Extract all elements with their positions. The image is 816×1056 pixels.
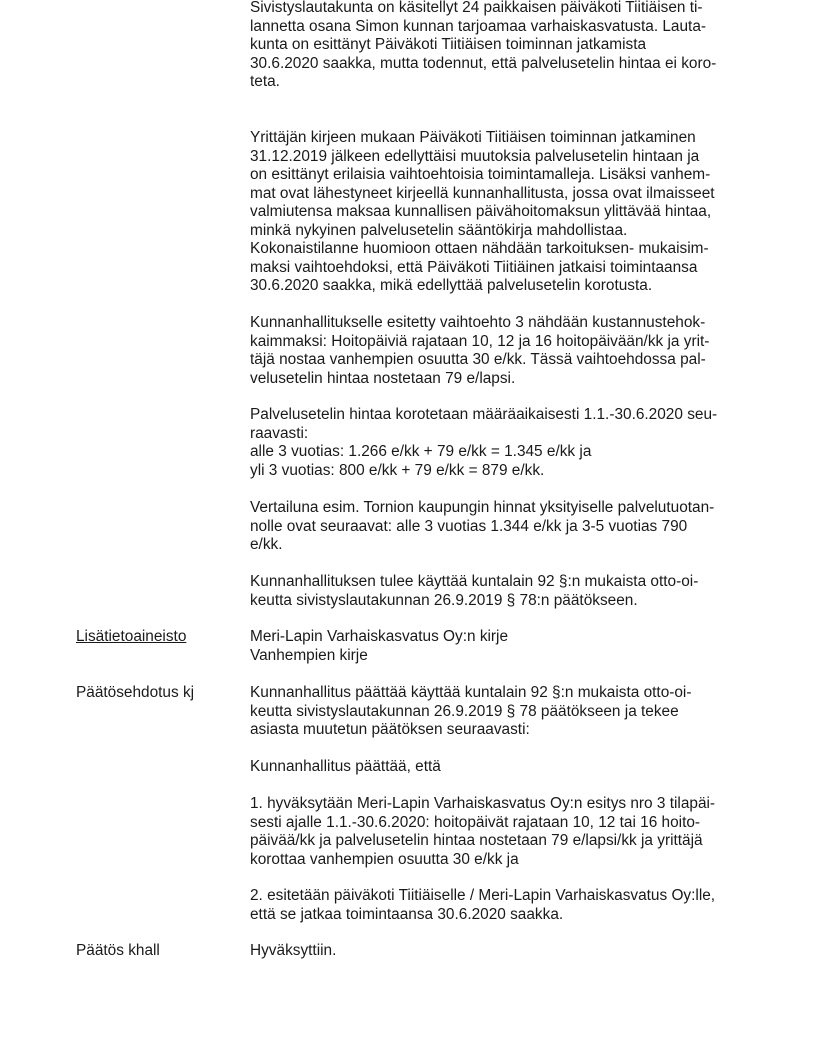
- text-line: täjä nostaa vanhempien osuutta 30 e/kk. Tässä vaihtoehdossa pal-: [250, 351, 706, 369]
- text-line: Sivistyslautakunta on käsitellyt 24 paikkaisen päiväkoti Tiitiäisen ti-: [250, 0, 703, 16]
- text-line: maksi vaihtoehdoksi, että Päiväkoti Tiitiäinen jatkaisi toimintaansa: [250, 258, 698, 276]
- section-label-paatos-khall: Päätös khall: [76, 942, 160, 959]
- text-line: teta.: [250, 73, 280, 91]
- text-line: Kunnanhallitus päättää, että: [250, 758, 441, 775]
- text-line: keutta sivistyslautakunnan 26.9.2019 § 78:n päätökseen.: [250, 591, 638, 609]
- text-line: nolle ovat seuraavat: alle 3 vuotias 1.344 e/kk ja 3-5 vuotias 790: [250, 517, 688, 535]
- text-line: 30.6.2020 saakka, mikä edellyttää palvelusetelin korotusta.: [250, 277, 653, 295]
- text-line: Kunnanhallitus päättää käyttää kuntalain 92 §:n mukaista otto-oi-: [250, 684, 692, 701]
- paragraph-body: [250, 0, 750, 92]
- text-line: Yrittäjän kirjeen mukaan Päiväkoti Tiitiäisen toiminnan jatkaminen: [250, 129, 696, 146]
- text-line: 2. esitetään päiväkoti Tiitiäiselle / Meri-Lapin Varhaiskasvatus Oy:lle,: [250, 887, 716, 904]
- paragraph-body: [250, 942, 750, 961]
- text-line: lannetta osana Simon kunnan tarjoamaa varhaiskasvatusta. Lauta-: [250, 17, 707, 35]
- text-line: Palvelusetelin hintaa korotetaan määräaikaisesti 1.1.-30.6.2020 seu-: [250, 406, 718, 423]
- paragraph-body: [250, 314, 750, 388]
- text-line: alle 3 vuotias: 1.266 e/kk + 79 e/kk = 1.345 e/kk ja: [250, 443, 592, 461]
- text-line: asiasta muutetun päätöksen seuraavasti:: [250, 721, 530, 739]
- text-line: kunta on esittänyt Päiväkoti Tiitiäisen toiminnan jatkamista: [250, 36, 647, 54]
- paragraph-body: [250, 240, 750, 296]
- text-line: 1. hyväksytään Meri-Lapin Varhaiskasvatus Oy:n esitys nro 3 tilapäi-: [250, 795, 716, 812]
- paragraph-body: [250, 628, 750, 665]
- paragraph-body: [250, 129, 750, 241]
- section-label-lisatietoaineisto: Lisätietoaineisto: [76, 628, 187, 645]
- text-line: Vertailuna esim. Tornion kaupungin hinnat yksityiselle palvelutuotan-: [250, 499, 715, 516]
- text-line: Kunnanhallituksen tulee käyttää kuntalain 92 §:n mukaista otto-oi-: [250, 573, 699, 590]
- text-line: on esittänyt erilaisia vaihtoehtoisia toimintamalleja. Lisäksi vanhem-: [250, 166, 711, 184]
- paragraph-body: [250, 887, 750, 924]
- text-line: raavasti:: [250, 424, 309, 442]
- text-line: kaimmaksi: Hoitopäiviä rajataan 10, 12 ja 16 hoitopäivään/kk ja yrit-: [250, 332, 710, 350]
- paragraph-body: [250, 573, 750, 610]
- text-line: e/kk.: [250, 536, 283, 554]
- text-line: 30.6.2020 saakka, mutta todennut, että palvelusetelin hintaa ei koro-: [250, 54, 717, 72]
- text-line: velusetelin hintaa nostetaan 79 e/lapsi.: [250, 369, 516, 387]
- section-label-paatosehdotus: Päätösehdotus kj: [76, 684, 195, 701]
- text-line: mat ovat lähestyneet kirjeellä kunnanhallitusta, jossa ovat ilmaisseet: [250, 184, 715, 202]
- text-line: Hyväksyttiin.: [250, 942, 337, 959]
- paragraph-body: [250, 684, 750, 740]
- text-line: minkä nykyinen palvelusetelin sääntökirja mahdollistaa.: [250, 221, 628, 239]
- text-line: päivää/kk ja palvelusetelin hintaa nostetaan 79 e/lapsi/kk ja yrittäjä: [250, 832, 703, 850]
- text-line: sesti ajalle 1.1.-30.6.2020: hoitopäivät rajataan 10, 12 tai 16 hoito-: [250, 813, 701, 831]
- text-line: korottaa vanhempien osuutta 30 e/kk ja: [250, 850, 519, 868]
- text-line: Kokonaistilanne huomioon ottaen nähdään tarkoituksen- mukaisim-: [250, 240, 709, 257]
- text-line: yli 3 vuotias: 800 e/kk + 79 e/kk = 879 e/kk.: [250, 461, 545, 479]
- text-line: valmiutensa maksaa kunnallisen päivähoitomaksun ylittävää hintaa,: [250, 203, 712, 221]
- text-line: Kunnanhallitukselle esitetty vaihtoehto 3 nähdään kustannustehok-: [250, 314, 706, 331]
- text-line: Meri-Lapin Varhaiskasvatus Oy:n kirje: [250, 628, 509, 645]
- paragraph-body: [250, 499, 750, 555]
- text-line: keutta sivistyslautakunnan 26.9.2019 § 78 päätökseen ja tekee: [250, 702, 679, 720]
- paragraph-body: [250, 406, 750, 480]
- text-line: 31.12.2019 jälkeen edellyttäisi muutoksia palvelusetelin hintaan ja: [250, 147, 700, 165]
- paragraph-body: [250, 758, 750, 777]
- paragraph-body: [250, 795, 750, 869]
- text-line: että se jatkaa toimintaansa 30.6.2020 saakka.: [250, 905, 564, 923]
- text-line: Vanhempien kirje: [250, 646, 368, 664]
